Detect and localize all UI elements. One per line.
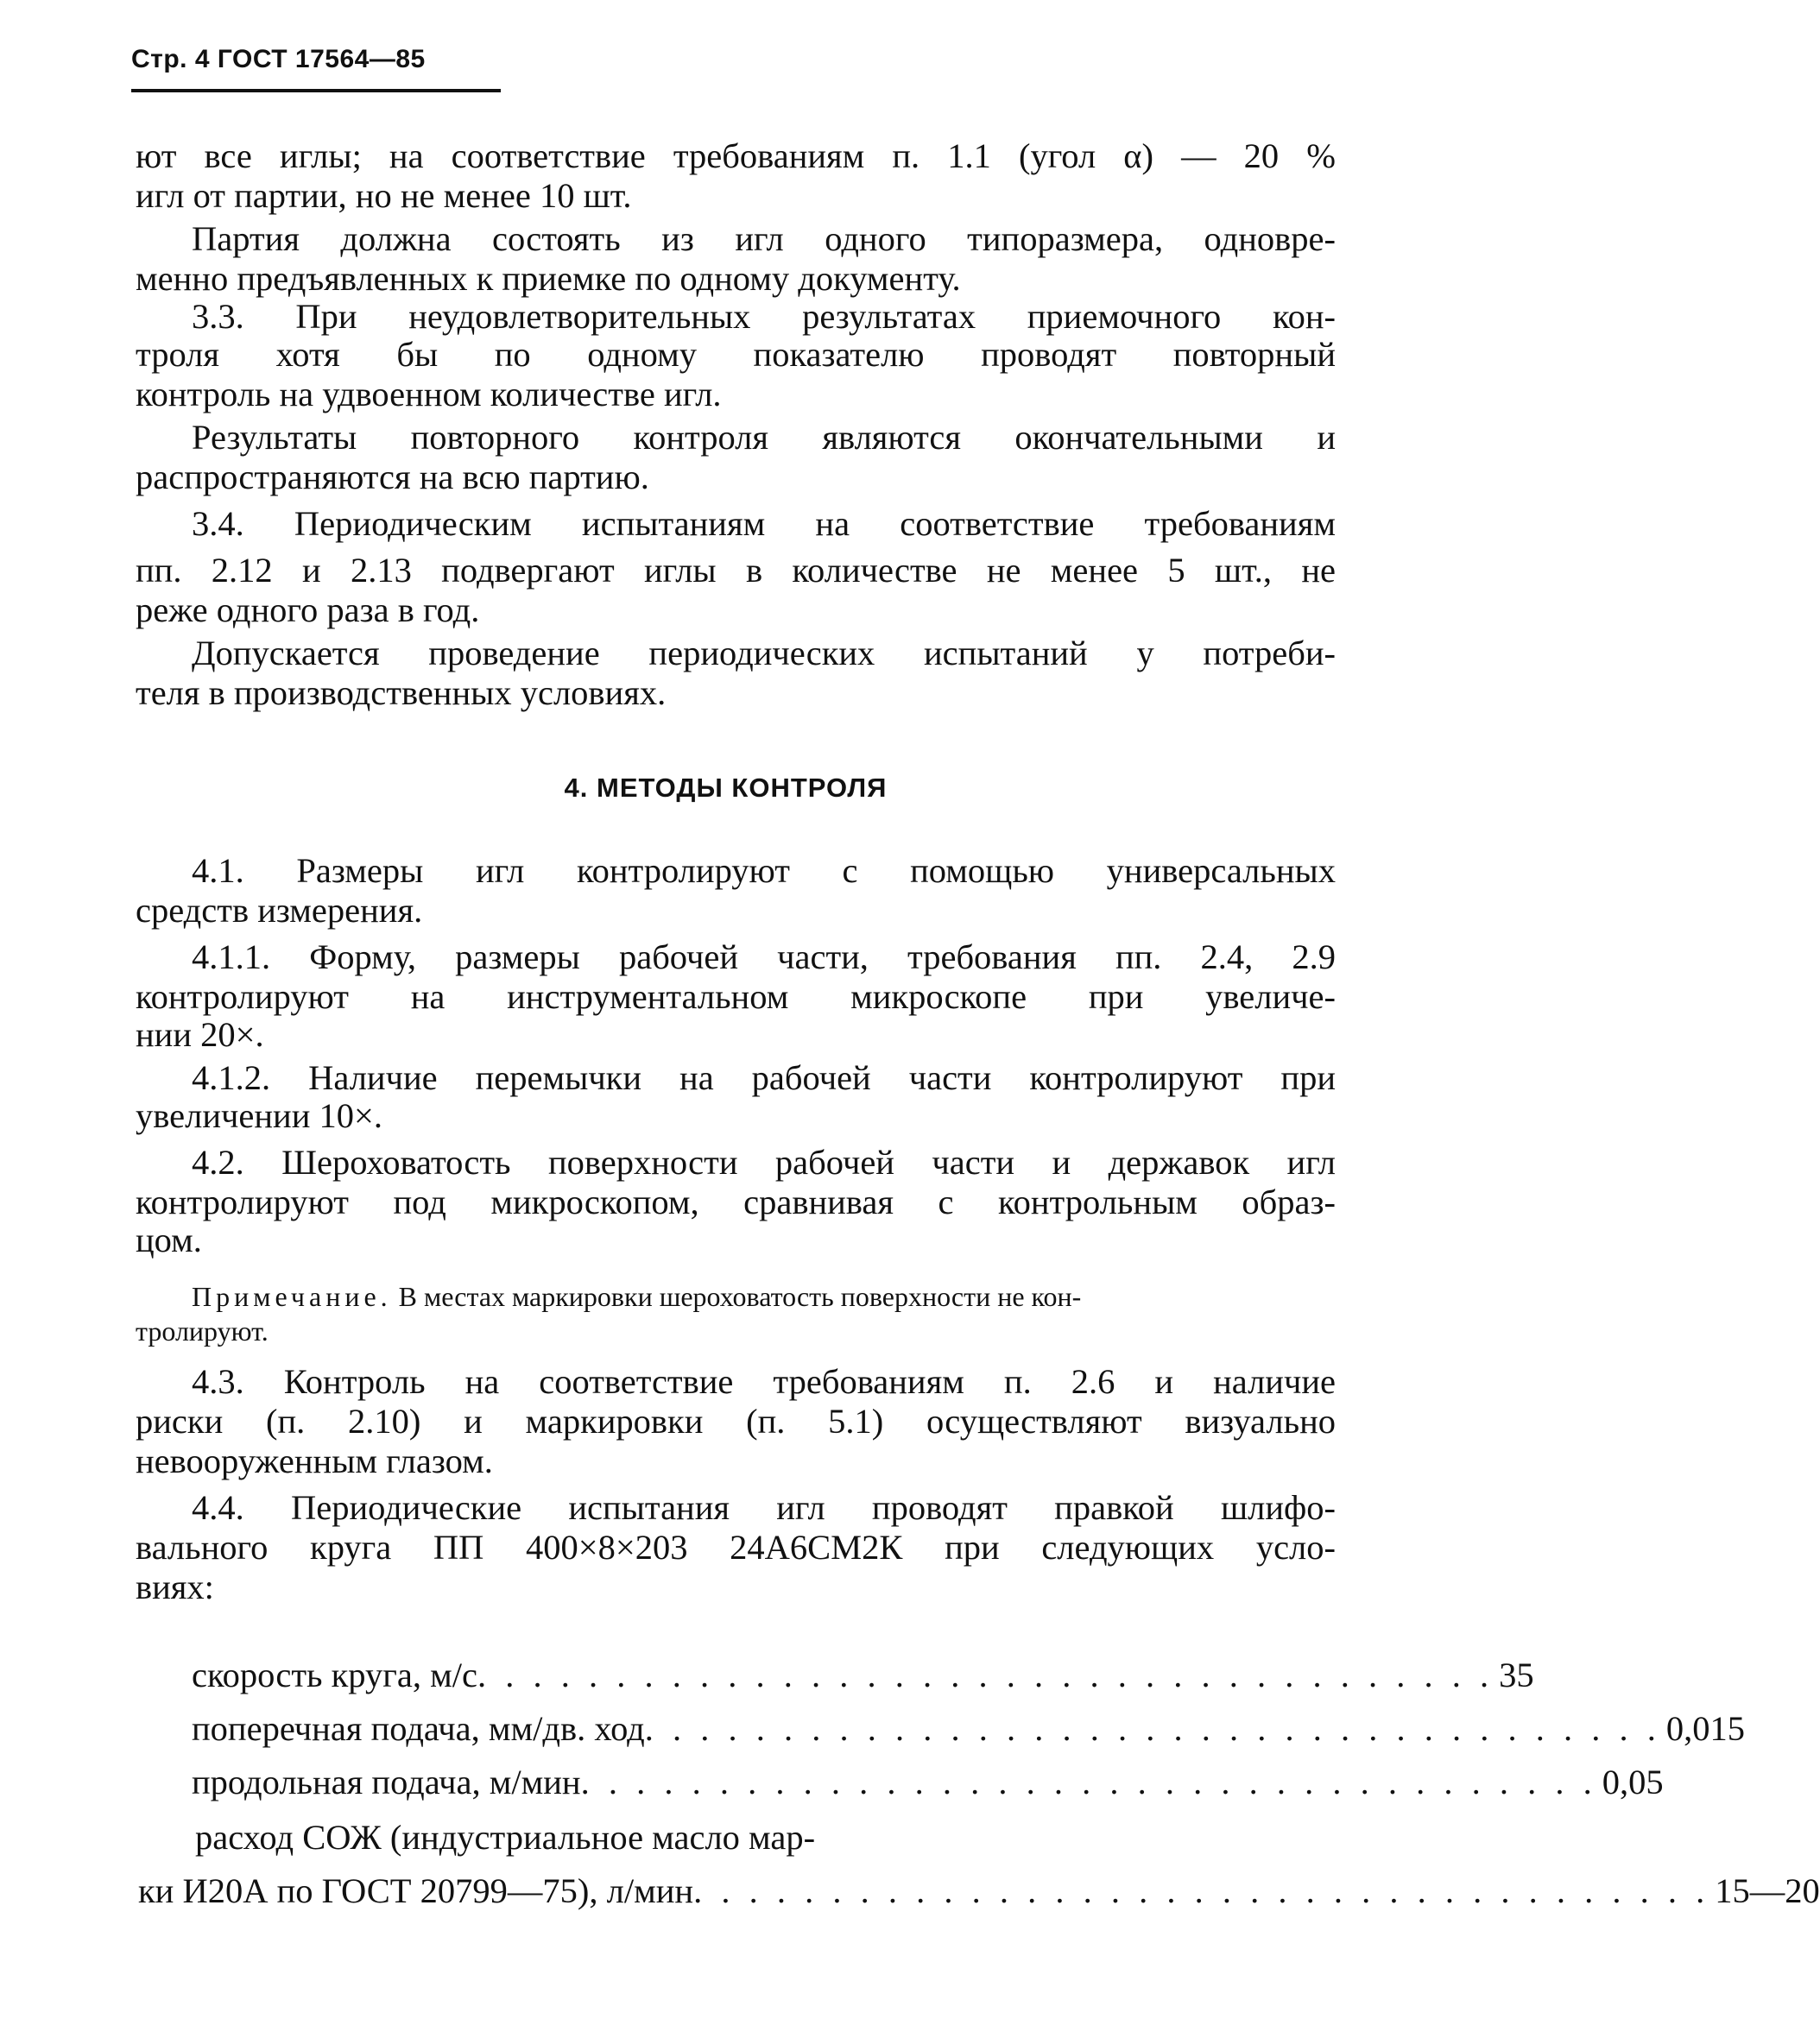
text-line: 4.4. Периодические испытания игл проводят правкой шлифо-: [192, 1488, 1336, 1527]
condition-label: поперечная подача, мм/дв. ход: [192, 1709, 645, 1748]
text-line: менно предъявленных к приемке по одному документу.: [136, 259, 961, 298]
condition-value: 0,015: [1665, 1709, 1746, 1748]
text-line: невооруженным глазом.: [136, 1442, 493, 1480]
text-line: 4.1. Размеры игл контролируют с помощью универсальных: [192, 851, 1336, 890]
condition-value: 35: [1499, 1656, 1534, 1694]
text-line: троля хотя бы по одному показателю проводят повторный: [136, 335, 1336, 374]
text-line: нии 20×.: [136, 1015, 264, 1054]
dot-leader: . . . . . . . . . . . . . . . . . . . . . . . . . . . . . . . . . . . . .: [477, 1656, 1495, 1694]
note-label: Примечание.: [192, 1281, 392, 1312]
text-line: увеличении 10×.: [136, 1096, 382, 1135]
text-line: средств измерения.: [136, 891, 423, 930]
text-line: игл от партии, но не менее 10 шт.: [136, 176, 632, 215]
condition-row: [192, 1761, 1664, 1804]
text-line: Допускается проведение периодических испытаний у потреби-: [192, 634, 1336, 672]
note-line: тролируют.: [136, 1315, 269, 1347]
condition-label: расход СОЖ (индустриальное масло мар-: [195, 1818, 816, 1857]
condition-label: скорость круга, м/с: [192, 1656, 477, 1694]
text-line: 4.2. Шероховатость поверхности рабочей части и державок игл: [192, 1143, 1336, 1182]
text-line: ют все иглы; на соответствие требованиям п. 1.1 (угол α) — 20 %: [136, 136, 1336, 175]
text-line: вального круга ПП 400×8×203 24А6СМ2К при следующих усло-: [136, 1528, 1336, 1567]
text-line: пп. 2.12 и 2.13 подвергают иглы в количестве не менее 5 шт., не: [136, 551, 1336, 590]
condition-label: ки И20А по ГОСТ 20799—75), л/мин: [138, 1871, 694, 1910]
condition-value: 15—20: [1715, 1871, 1820, 1910]
text-line: виях:: [136, 1568, 214, 1606]
text-line: реже одного раза в год.: [136, 590, 480, 629]
condition-row: [192, 1654, 1534, 1697]
note-text: В местах маркировки шероховатость поверхности не кон-: [391, 1281, 1082, 1312]
condition-label: продольная подача, м/мин: [192, 1763, 581, 1801]
text-line: Партия должна состоять из игл одного типоразмера, одновре-: [192, 219, 1336, 258]
text-line: 3.4. Периодическим испытаниям на соответствие требованиям: [192, 504, 1336, 543]
section-heading: 4. МЕТОДЫ КОНТРОЛЯ: [564, 773, 888, 803]
text-line: распространяются на всю партию.: [136, 457, 649, 496]
text-line: 3.3. При неудовлетворительных результатах приемочного кон-: [192, 297, 1336, 336]
condition-row: [138, 1870, 1820, 1913]
text-line: контроль на удвоенном количестве игл.: [136, 375, 722, 413]
text-line: 4.1.2. Наличие перемычки на рабочей части контролируют при: [192, 1058, 1336, 1097]
page-header: Стр. 4 ГОСТ 17564—85: [131, 45, 426, 73]
text-line: цом.: [136, 1221, 202, 1259]
text-line: риски (п. 2.10) и маркировки (п. 5.1) осуществляют визуально: [136, 1402, 1336, 1441]
header-rule: [131, 89, 501, 92]
text-line: теля в производственных условиях.: [136, 673, 667, 712]
dot-leader: . . . . . . . . . . . . . . . . . . . . . . . . . . . . . . . . . . . . .: [580, 1763, 1597, 1801]
note-line: [192, 1279, 1336, 1314]
text-line: 4.3. Контроль на соответствие требованиям п. 2.6 и наличие: [192, 1362, 1336, 1401]
condition-row: [195, 1816, 1059, 1859]
text-line: 4.1.1. Форму, размеры рабочей части, требования пп. 2.4, 2.9: [192, 937, 1336, 976]
text-line: контролируют на инструментальном микроскопе при увеличе-: [136, 977, 1336, 1016]
text-line: контролируют под микроскопом, сравнивая с контрольным образ-: [136, 1183, 1336, 1221]
dot-leader: . . . . . . . . . . . . . . . . . . . . . . . . . . . . . . . . . . . . .: [644, 1709, 1661, 1748]
dot-leader: . . . . . . . . . . . . . . . . . . . . . . . . . . . . . . . . . . . . .: [693, 1871, 1710, 1910]
condition-row: [192, 1707, 1746, 1751]
text-line: Результаты повторного контроля являются окончательными и: [192, 418, 1336, 457]
condition-value: 0,05: [1602, 1763, 1664, 1801]
